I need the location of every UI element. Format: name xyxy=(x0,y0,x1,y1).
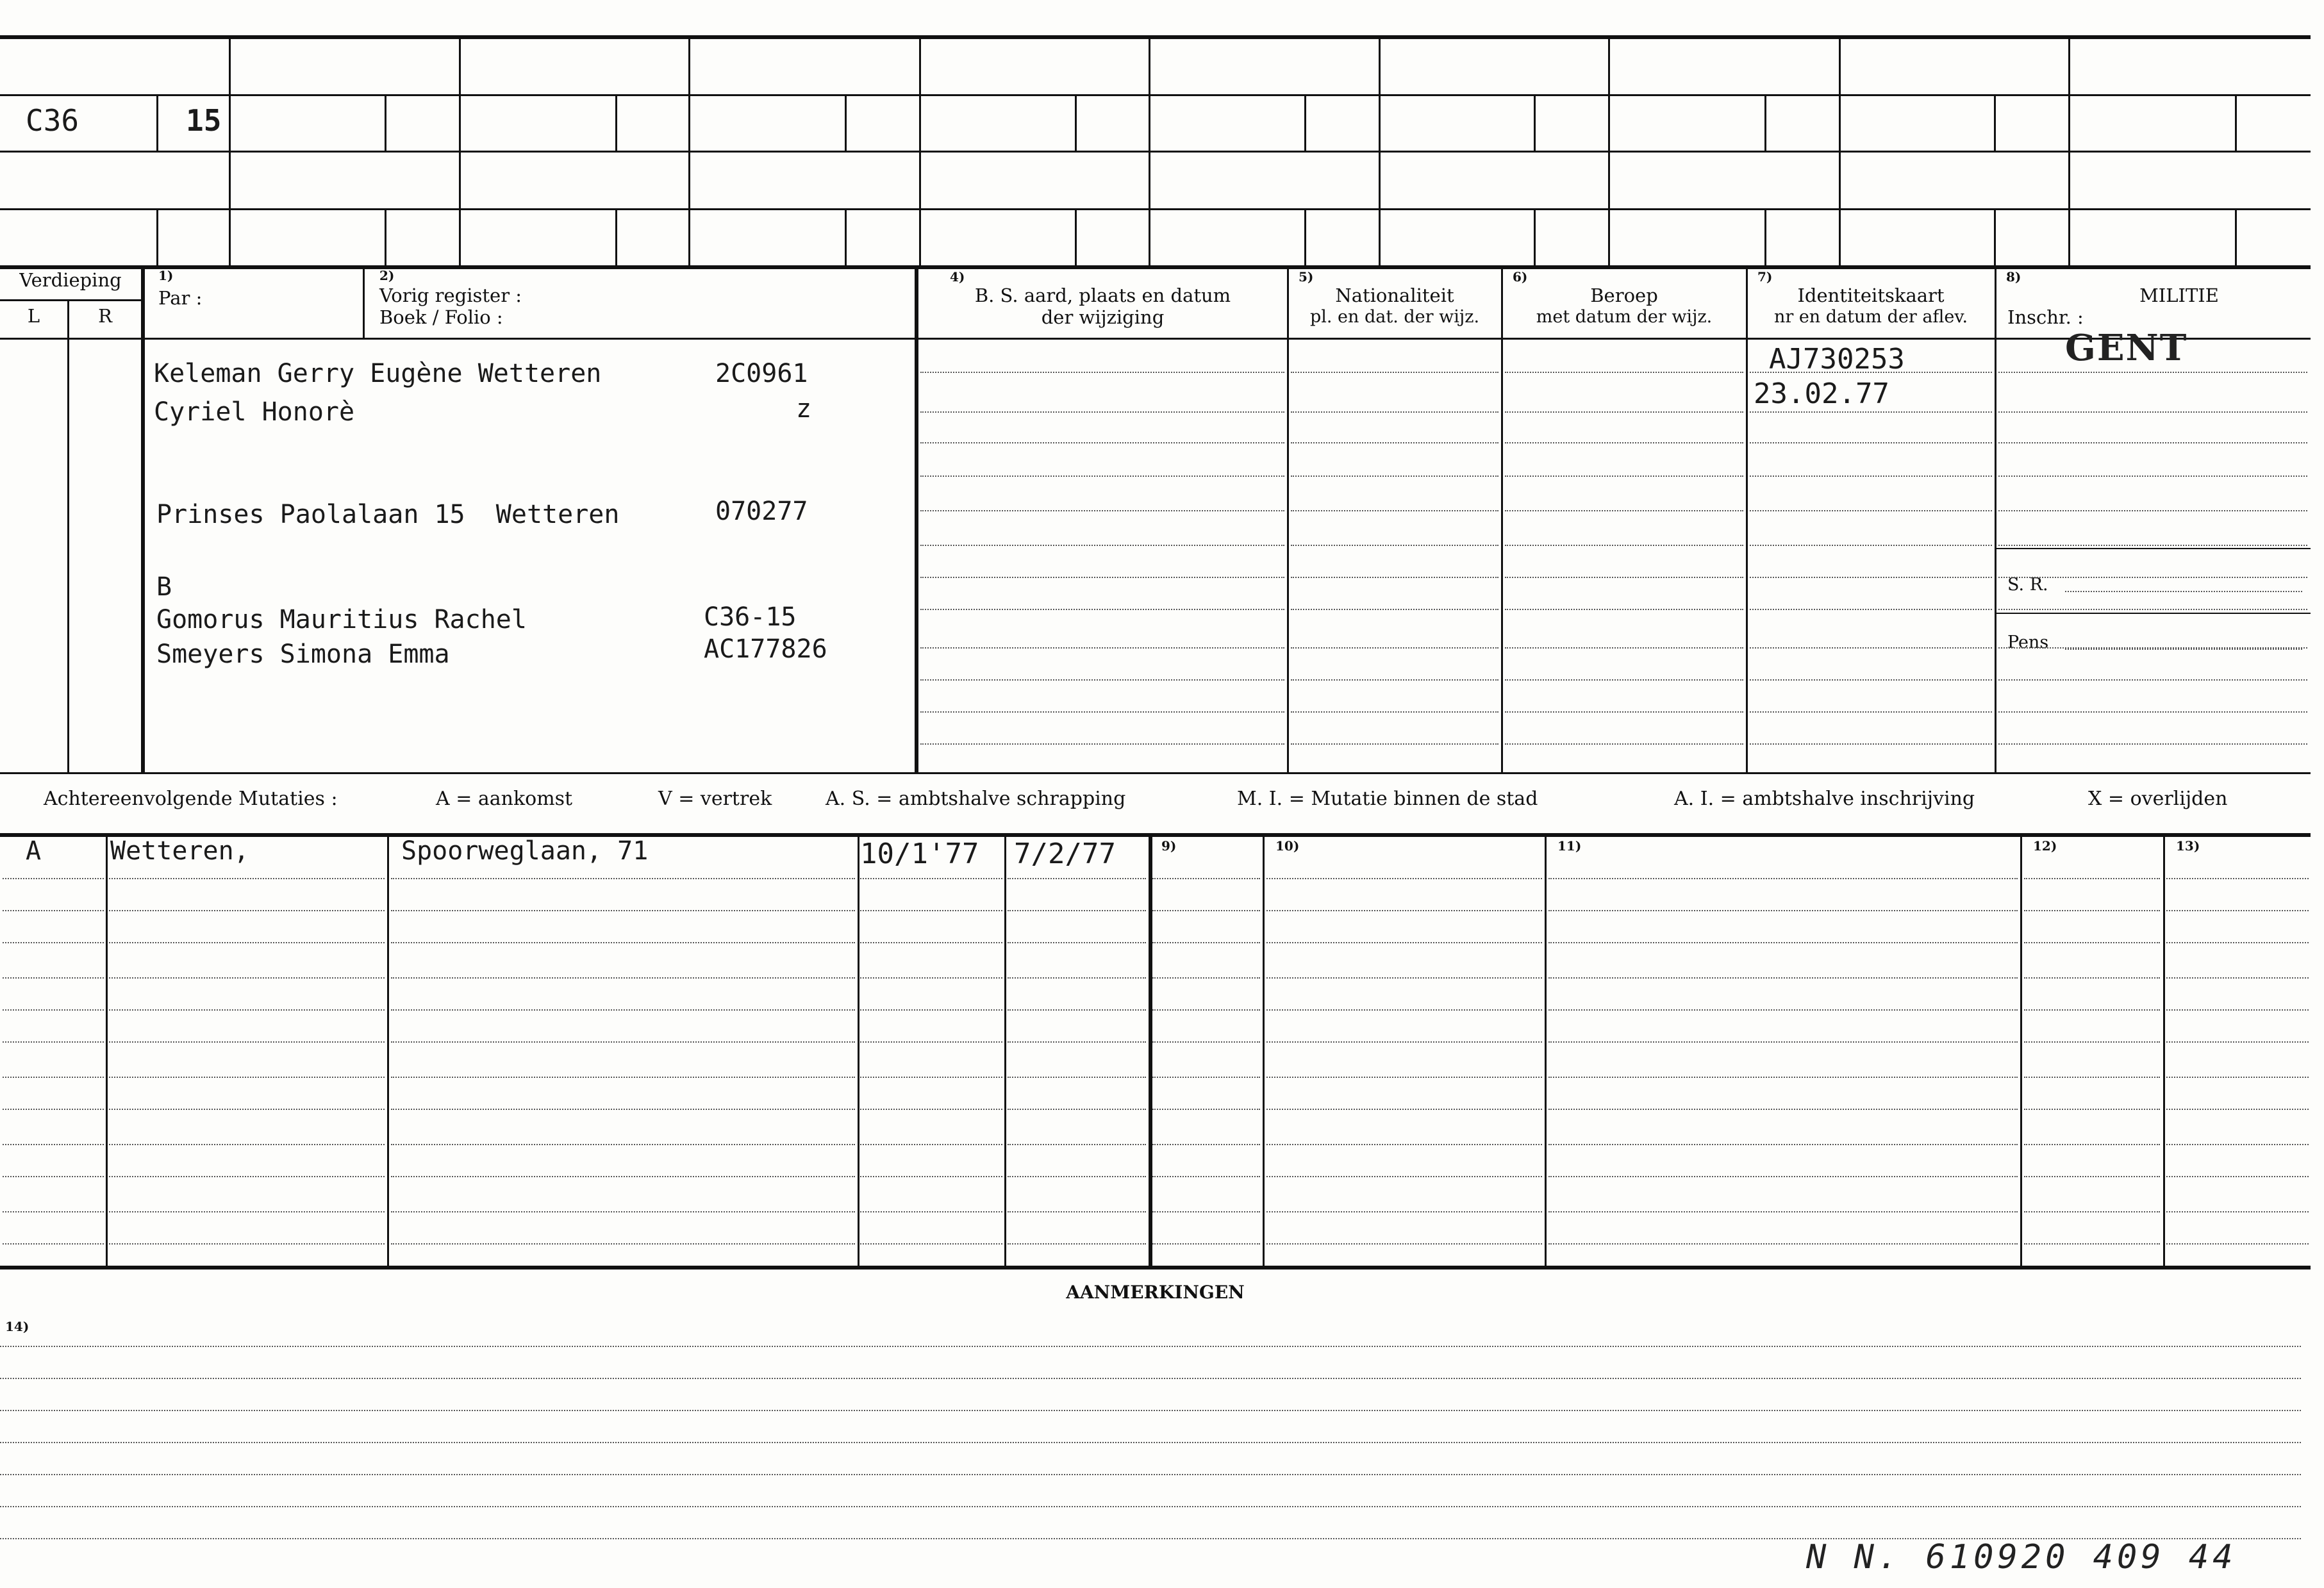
b-marker: B xyxy=(156,572,172,602)
ruled-line xyxy=(109,1243,385,1245)
ruled-line xyxy=(860,1009,1002,1011)
block-code: C36 xyxy=(26,103,79,138)
ruled-line xyxy=(1548,977,2018,979)
top-border xyxy=(0,35,2311,39)
ruled-line xyxy=(2024,1211,2160,1212)
col-13-number: 13) xyxy=(2176,838,2200,854)
ruled-line xyxy=(1266,977,1542,979)
ruled-line xyxy=(1505,476,1743,477)
ruled-line xyxy=(920,743,1284,745)
ruled-line xyxy=(2024,1077,2160,1078)
ruled-line xyxy=(1152,1041,1260,1043)
ruled-line xyxy=(1291,711,1498,713)
ruled-line xyxy=(860,1077,1002,1078)
ruled-line xyxy=(1548,942,2018,943)
ruled-line xyxy=(1152,977,1260,979)
person-code-2: z xyxy=(796,394,812,424)
parent-1: Gomorus Mauritius Rachel xyxy=(156,605,527,634)
ruled-line xyxy=(1505,510,1743,511)
grid-line xyxy=(0,151,2311,153)
ruled-line xyxy=(391,1109,855,1110)
ruled-line xyxy=(1750,442,1992,443)
ruled-line xyxy=(2166,1243,2309,1245)
ruled-line xyxy=(1750,411,1992,413)
ruled-line xyxy=(2166,1109,2309,1110)
ruled-line xyxy=(109,1109,385,1110)
ruled-line xyxy=(2024,1176,2160,1177)
ruled-line xyxy=(1152,1144,1260,1145)
legend-a: A = aankomst xyxy=(436,788,573,810)
ruled-line xyxy=(1291,372,1498,373)
ruled-line xyxy=(1505,609,1743,610)
ruled-line xyxy=(3,1009,104,1011)
ruled-line xyxy=(1998,577,2307,578)
ruled-line xyxy=(1548,1144,2018,1145)
ruled-line xyxy=(2166,1009,2309,1011)
grid-line xyxy=(0,94,2311,96)
remarks-title: AANMERKINGEN xyxy=(1066,1282,1245,1303)
ruled-line xyxy=(920,711,1284,713)
ruled-line xyxy=(2024,1144,2160,1145)
ruled-line xyxy=(1548,1176,2018,1177)
ruled-line xyxy=(3,1243,104,1245)
ruled-line xyxy=(1008,1144,1146,1145)
ruled-line xyxy=(3,1211,104,1212)
ruled-line xyxy=(920,647,1284,649)
ruled-line xyxy=(920,510,1284,511)
ruled-line xyxy=(1008,1243,1146,1245)
footnote-14: 14) xyxy=(5,1319,29,1334)
grid-line xyxy=(0,265,2311,269)
ruled-line xyxy=(2024,1041,2160,1043)
ruled-line xyxy=(920,442,1284,443)
ruled-line xyxy=(3,878,104,879)
ruled-line xyxy=(3,1041,104,1043)
ruled-line xyxy=(2024,910,2160,911)
ruled-line xyxy=(1750,679,1992,681)
ruled-line xyxy=(2166,910,2309,911)
ruled-line xyxy=(1998,711,2307,713)
ruled-line xyxy=(1998,647,2307,649)
ruled-line xyxy=(920,609,1284,610)
footnote-2: 2) xyxy=(379,268,395,283)
ruled-line xyxy=(0,1378,2301,1379)
ruled-line xyxy=(2024,942,2160,943)
ruled-line xyxy=(1008,910,1146,911)
ruled-line xyxy=(1750,647,1992,649)
parent-1-code: C36-15 xyxy=(704,602,797,632)
ruled-line xyxy=(1008,977,1146,979)
beroep-label-2: met datum der wijz. xyxy=(1536,307,1713,327)
bs-label-1: B. S. aard, plaats en datum xyxy=(974,285,1231,306)
sr-label: S. R. xyxy=(2007,575,2048,595)
ruled-line xyxy=(1548,910,2018,911)
ruled-line xyxy=(920,545,1284,546)
ruled-line xyxy=(920,411,1284,413)
national-number: N N. 610920 409 44 xyxy=(1806,1538,2237,1576)
legend-v: V = vertrek xyxy=(658,788,772,810)
boek-folio-label: Boek / Folio : xyxy=(379,306,503,328)
ruled-line xyxy=(1505,743,1743,745)
ruled-line xyxy=(1750,743,1992,745)
ruled-line xyxy=(2166,1144,2309,1145)
par-label: Par : xyxy=(158,287,203,309)
ruled-line xyxy=(1291,476,1498,477)
ruled-line xyxy=(920,679,1284,681)
ruled-line xyxy=(1548,1041,2018,1043)
ruled-line xyxy=(0,1346,2301,1347)
ruled-line xyxy=(1266,1009,1542,1011)
ruled-line xyxy=(2024,878,2160,879)
ruled-line xyxy=(920,476,1284,477)
ruled-line xyxy=(1750,711,1992,713)
ruled-line xyxy=(1998,679,2307,681)
ruled-line xyxy=(1548,1211,2018,1212)
ruled-line xyxy=(860,1243,1002,1245)
ruled-line xyxy=(1266,1041,1542,1043)
ruled-line xyxy=(109,942,385,943)
ruled-line xyxy=(391,977,855,979)
ruled-line xyxy=(2024,1109,2160,1110)
ruled-line xyxy=(3,910,104,911)
col-12-number: 12) xyxy=(2033,838,2057,854)
house-number: 15 xyxy=(186,103,222,138)
ruled-line xyxy=(2166,1041,2309,1043)
ruled-line xyxy=(2166,1077,2309,1078)
ruled-line xyxy=(1152,1176,1260,1177)
legend-ai: A. I. = ambtshalve inschrijving xyxy=(1674,788,1975,810)
ruled-line xyxy=(1548,1109,2018,1110)
id-card-label-1: Identiteitskaart xyxy=(1797,285,1945,306)
ruled-line xyxy=(1998,545,2307,546)
ruled-line xyxy=(1505,411,1743,413)
ruled-line xyxy=(1266,1144,1542,1145)
ruled-line xyxy=(1291,510,1498,511)
ruled-line xyxy=(3,977,104,979)
ruled-line xyxy=(1750,577,1992,578)
ruled-line xyxy=(1998,476,2307,477)
legend-mi: M. I. = Mutatie binnen de stad xyxy=(1237,788,1538,810)
ruled-line xyxy=(1505,372,1743,373)
ruled-line xyxy=(1548,1009,2018,1011)
ruled-line xyxy=(1008,1176,1146,1177)
ruled-line xyxy=(109,1041,385,1043)
ruled-line xyxy=(109,910,385,911)
ruled-line xyxy=(1152,1077,1260,1078)
ruled-line xyxy=(109,1176,385,1177)
ruled-line xyxy=(1505,545,1743,546)
person-name-line2: Cyriel Honorè xyxy=(154,397,355,427)
ruled-line xyxy=(1548,1243,2018,1245)
ruled-line xyxy=(391,1077,855,1078)
ruled-line xyxy=(1152,942,1260,943)
inschr-label: Inschr. : xyxy=(2007,306,2084,328)
ruled-line xyxy=(391,910,855,911)
ruled-line xyxy=(0,1442,2301,1443)
person-address: Prinses Paolalaan 15 Wetteren xyxy=(156,500,620,529)
col-10-number: 10) xyxy=(1275,838,1300,854)
verdieping-label: Verdieping xyxy=(19,269,122,291)
ruled-line xyxy=(2024,1009,2160,1011)
nationaliteit-label-2: pl. en dat. der wijz. xyxy=(1309,307,1480,327)
ruled-line xyxy=(391,878,855,879)
pens-label: Pens xyxy=(2007,633,2049,652)
ruled-line xyxy=(1505,711,1743,713)
id-card-number: AJ730253 xyxy=(1769,343,1905,376)
ruled-line xyxy=(109,1144,385,1145)
ruled-line xyxy=(1750,545,1992,546)
ruled-line xyxy=(391,1243,855,1245)
ruled-line xyxy=(1291,679,1498,681)
ruled-line xyxy=(1291,647,1498,649)
ruled-line xyxy=(1998,609,2307,610)
address-code: 070277 xyxy=(715,497,808,526)
ruled-line xyxy=(1008,1211,1146,1212)
beroep-label-1: Beroep xyxy=(1590,285,1658,306)
ruled-line xyxy=(1998,743,2307,745)
ruled-line xyxy=(1266,1176,1542,1177)
ruled-line xyxy=(1291,545,1498,546)
legend-as: A. S. = ambtshalve schrapping xyxy=(826,788,1126,810)
mutation-type: A xyxy=(26,836,42,866)
ruled-line xyxy=(391,1041,855,1043)
ruled-line xyxy=(0,1410,2301,1411)
ruled-line xyxy=(109,1009,385,1011)
ruled-line xyxy=(1505,679,1743,681)
ruled-line xyxy=(860,977,1002,979)
id-card-date: 23.02.77 xyxy=(1754,377,1889,410)
ruled-line xyxy=(1291,411,1498,413)
militie-stamp: GENT xyxy=(2065,327,2188,369)
ruled-line xyxy=(109,1077,385,1078)
footnote-1: 1) xyxy=(158,268,174,283)
ruled-line xyxy=(1998,442,2307,443)
ruled-line xyxy=(2166,1211,2309,1212)
ruled-line xyxy=(1266,1211,1542,1212)
ruled-line xyxy=(860,1176,1002,1177)
ruled-line xyxy=(920,372,1284,373)
ruled-line xyxy=(1750,510,1992,511)
ruled-line xyxy=(1008,1109,1146,1110)
id-card-label-2: nr en datum der aflev. xyxy=(1773,307,1968,327)
ruled-line xyxy=(1008,1009,1146,1011)
ruled-line xyxy=(1998,510,2307,511)
legend-title: Achtereenvolgende Mutaties : xyxy=(44,788,338,810)
footnote-7: 7) xyxy=(1757,269,1773,285)
ruled-line xyxy=(3,1176,104,1177)
ruled-line xyxy=(391,1176,855,1177)
ruled-line xyxy=(1750,609,1992,610)
ruled-line xyxy=(1266,1109,1542,1110)
ruled-line xyxy=(1291,743,1498,745)
header-bottom-line xyxy=(0,338,2311,340)
mutations-bottom-line xyxy=(0,1266,2311,1270)
ruled-line xyxy=(1505,647,1743,649)
ruled-line xyxy=(1152,1109,1260,1110)
ruled-line xyxy=(1505,577,1743,578)
footnote-6: 6) xyxy=(1513,269,1528,285)
ruled-line xyxy=(1998,411,2307,413)
ruled-line xyxy=(860,1144,1002,1145)
ruled-line xyxy=(860,910,1002,911)
ruled-line xyxy=(1750,476,1992,477)
ruled-line xyxy=(109,977,385,979)
ruled-line xyxy=(2166,942,2309,943)
ruled-line xyxy=(1266,878,1542,879)
ruled-line xyxy=(1266,1243,1542,1245)
ruled-line xyxy=(2166,1176,2309,1177)
ruled-line xyxy=(1548,878,2018,879)
ruled-line xyxy=(860,1211,1002,1212)
mutation-date-1: 10/1'77 xyxy=(860,838,979,870)
footnote-4: 4) xyxy=(950,269,965,285)
mutation-street: Spoorweglaan, 71 xyxy=(401,836,649,866)
parent-2: Smeyers Simona Emma xyxy=(156,640,450,669)
right-label: R xyxy=(98,305,112,327)
ruled-line xyxy=(1152,1243,1260,1245)
ruled-line xyxy=(1008,942,1146,943)
parent-2-code: AC177826 xyxy=(704,634,827,664)
bs-label-2: der wijziging xyxy=(1041,306,1165,328)
col-9-number: 9) xyxy=(1161,838,1177,854)
person-code-1: 2C0961 xyxy=(715,359,808,388)
footnote-5: 5) xyxy=(1299,269,1314,285)
ruled-line xyxy=(3,1109,104,1110)
militie-label: MILITIE xyxy=(2139,285,2219,306)
ruled-line xyxy=(391,942,855,943)
ruled-line xyxy=(1008,1077,1146,1078)
grid-line xyxy=(0,208,2311,210)
ruled-line xyxy=(1266,910,1542,911)
ruled-line xyxy=(1008,878,1146,879)
ruled-line xyxy=(1548,1077,2018,1078)
ruled-line xyxy=(860,1109,1002,1110)
ruled-line xyxy=(3,942,104,943)
ruled-line xyxy=(1152,1009,1260,1011)
vorig-register-label: Vorig register : xyxy=(379,285,522,306)
ruled-line xyxy=(2024,1243,2160,1245)
ruled-line xyxy=(1291,609,1498,610)
ruled-line xyxy=(1266,1077,1542,1078)
section-bottom-line xyxy=(0,772,2311,774)
ruled-line xyxy=(1291,442,1498,443)
ruled-line xyxy=(391,1144,855,1145)
ruled-line xyxy=(109,1211,385,1212)
ruled-line xyxy=(2024,977,2160,979)
ruled-line xyxy=(0,1506,2301,1507)
ruled-line xyxy=(3,1144,104,1145)
ruled-line xyxy=(391,1009,855,1011)
mutation-place: Wetteren, xyxy=(110,836,249,866)
ruled-line xyxy=(3,1077,104,1078)
col-11-number: 11) xyxy=(1557,838,1582,854)
mutations-top-line xyxy=(0,833,2311,837)
legend-x: X = overlijden xyxy=(2088,788,2228,810)
person-name-line1: Keleman Gerry Eugène Wetteren xyxy=(154,359,602,388)
ruled-line xyxy=(1291,577,1498,578)
ruled-line xyxy=(109,878,385,879)
ruled-line xyxy=(2166,878,2309,879)
ruled-line xyxy=(1266,942,1542,943)
left-label: L xyxy=(27,305,40,327)
nationaliteit-label-1: Nationaliteit xyxy=(1335,285,1454,306)
ruled-line xyxy=(0,1474,2301,1475)
ruled-line xyxy=(1008,1041,1146,1043)
ruled-line xyxy=(860,1041,1002,1043)
mutation-date-2: 7/2/77 xyxy=(1014,838,1116,870)
ruled-line xyxy=(1505,442,1743,443)
footnote-8: 8) xyxy=(2006,269,2021,285)
ruled-line xyxy=(1152,878,1260,879)
ruled-line xyxy=(860,942,1002,943)
ruled-line xyxy=(1152,910,1260,911)
ruled-line xyxy=(1998,372,2307,373)
ruled-line xyxy=(2166,977,2309,979)
ruled-line xyxy=(391,1211,855,1212)
ruled-line xyxy=(920,577,1284,578)
ruled-line xyxy=(1152,1211,1260,1212)
ruled-line xyxy=(860,878,1002,879)
